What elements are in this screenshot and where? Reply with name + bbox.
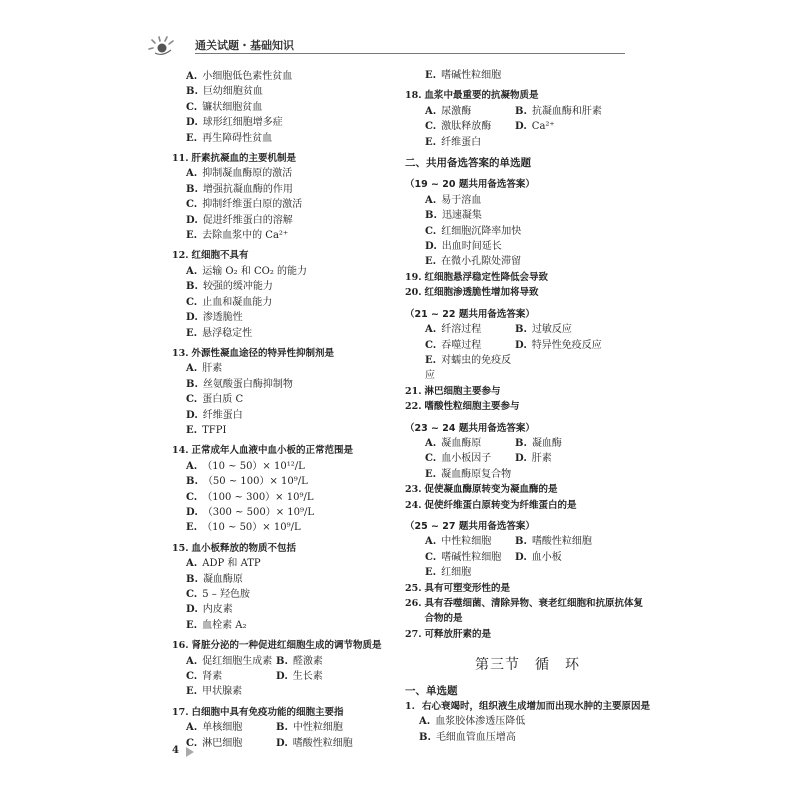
sunburst-logo-icon bbox=[145, 34, 179, 56]
option-letter: A. bbox=[425, 437, 437, 449]
option-text: 促红细胞生成素 bbox=[202, 655, 273, 667]
running-header bbox=[145, 34, 625, 58]
option-text: （300 ~ 500）× 10⁹/L bbox=[202, 506, 315, 518]
option-text: 抑制纤维蛋白原的激活 bbox=[202, 199, 303, 211]
option-text: TFPI bbox=[202, 424, 227, 436]
option-letter: E. bbox=[186, 230, 198, 242]
option-letter: A. bbox=[425, 536, 437, 548]
question-number: 15. bbox=[172, 542, 189, 554]
option bbox=[425, 550, 515, 565]
option bbox=[172, 602, 397, 617]
question-stem bbox=[405, 88, 650, 103]
option-text: 淋巴细胞 bbox=[202, 737, 243, 749]
option-text: 特异性免疫反应 bbox=[531, 339, 602, 351]
section-heading: 二、共用备选答案的单选题 bbox=[405, 157, 531, 170]
option-letter: B. bbox=[186, 281, 198, 293]
question-text: 外源性凝血途径的特异性抑制剂是 bbox=[191, 347, 335, 359]
option bbox=[405, 224, 650, 239]
option-text: 小细胞低色素性贫血 bbox=[202, 71, 293, 82]
question-stem bbox=[172, 638, 397, 653]
option-text: 凝血酶原复合物 bbox=[441, 468, 512, 480]
option-text: 醛激素 bbox=[292, 655, 323, 667]
option-text: 过敏反应 bbox=[531, 324, 572, 336]
option bbox=[405, 730, 650, 745]
option bbox=[515, 534, 650, 549]
option-letter: E. bbox=[425, 70, 437, 81]
question-text: 嗜酸性粒细胞主要参与 bbox=[424, 401, 520, 413]
option-text: 去除血浆中的 Ca²⁺ bbox=[202, 230, 289, 242]
option bbox=[425, 338, 515, 353]
option-letter: A. bbox=[186, 168, 198, 180]
option bbox=[276, 736, 397, 751]
option-letter: E. bbox=[186, 327, 198, 339]
option-text: 血浆胶体渗透压降低 bbox=[435, 716, 526, 728]
option-letter: D. bbox=[515, 453, 527, 465]
option-letter: B. bbox=[186, 378, 198, 390]
group-label: （23 ~ 24 题共用备选答案） bbox=[405, 422, 535, 434]
option-text: 球形红细胞增多症 bbox=[202, 117, 283, 129]
option bbox=[425, 565, 515, 580]
option-text: 红细胞沉降率加快 bbox=[441, 225, 522, 237]
option-grid bbox=[405, 436, 650, 482]
option bbox=[172, 84, 397, 99]
option-text: 凝血酶 bbox=[531, 437, 562, 449]
option bbox=[172, 520, 397, 535]
question-group-25-27 bbox=[405, 519, 650, 642]
option-letter: A. bbox=[419, 716, 431, 728]
option bbox=[172, 423, 397, 438]
running-header-title: 通关试题・基础知识 bbox=[195, 39, 294, 52]
right-column bbox=[405, 68, 650, 745]
option bbox=[425, 104, 515, 119]
option-text: 纤溶过程 bbox=[441, 324, 482, 336]
header-rule bbox=[195, 53, 625, 54]
question-number: 24. bbox=[405, 499, 422, 511]
option-letter: D. bbox=[186, 409, 198, 421]
option bbox=[405, 68, 650, 83]
option-letter: C. bbox=[425, 225, 437, 237]
question-text: 红细胞悬浮稳定性降低会导致 bbox=[424, 271, 549, 283]
option-text: 对蠕虫的免疫反应 bbox=[425, 354, 512, 382]
option-letter: C. bbox=[186, 199, 198, 211]
option-text: 凝血酶原 bbox=[202, 573, 243, 585]
option-text: 巨幼细胞贫血 bbox=[202, 86, 263, 98]
option bbox=[172, 213, 397, 228]
question-number: 16. bbox=[172, 640, 189, 652]
option-text: 较强的缓冲能力 bbox=[202, 281, 273, 293]
option bbox=[186, 684, 276, 699]
option-letter: B. bbox=[186, 86, 198, 98]
option-letter: C. bbox=[186, 394, 198, 406]
question-text: 具有可塑变形性的是 bbox=[424, 582, 511, 594]
option bbox=[515, 322, 650, 337]
question-stem bbox=[405, 596, 650, 627]
question-number: 18. bbox=[405, 90, 422, 102]
option bbox=[425, 451, 515, 466]
option bbox=[172, 459, 397, 474]
question-text: 血小板释放的物质不包括 bbox=[191, 542, 297, 554]
question-stem bbox=[172, 443, 397, 458]
option-text: 丝氨酸蛋白酶抑制物 bbox=[202, 378, 293, 390]
option-text: 红细胞 bbox=[441, 567, 472, 579]
question-stem bbox=[405, 581, 650, 596]
option-letter: A. bbox=[425, 324, 437, 336]
option bbox=[515, 550, 650, 565]
option-letter: A. bbox=[425, 105, 437, 117]
option bbox=[405, 193, 650, 208]
option bbox=[172, 69, 397, 84]
option-letter: E. bbox=[186, 424, 198, 436]
option-letter: B. bbox=[515, 536, 527, 548]
option-letter: E. bbox=[425, 354, 437, 366]
option-letter: A. bbox=[186, 71, 198, 82]
section-heading: 一、单选题 bbox=[405, 684, 458, 697]
option-text: 在微小孔隙处滞留 bbox=[441, 256, 522, 268]
option-letter: A. bbox=[186, 655, 198, 667]
option-text: 吞噬过程 bbox=[441, 339, 482, 351]
question-11 bbox=[172, 151, 397, 243]
option bbox=[515, 451, 650, 466]
option bbox=[405, 254, 650, 269]
option-letter: B. bbox=[515, 105, 527, 117]
option bbox=[425, 322, 515, 337]
option-text: （100 ~ 300）× 10⁹/L bbox=[202, 491, 314, 503]
option bbox=[515, 119, 650, 134]
question-text: 右心衰竭时，组织液生成增加而出现水肿的主要原因是 bbox=[422, 701, 651, 713]
question-number: 26. bbox=[405, 598, 422, 609]
option bbox=[172, 490, 397, 505]
option-letter: C. bbox=[186, 671, 198, 683]
question-text: 血浆中最重要的抗凝物质是 bbox=[424, 90, 539, 102]
option-text: （10 ~ 50）× 10⁹/L bbox=[202, 522, 301, 534]
option-text: 易于溶血 bbox=[441, 194, 482, 206]
question-group-21-22 bbox=[405, 307, 650, 415]
question-stem bbox=[405, 384, 650, 399]
question-text: 肾脏分泌的一种促进红细胞生成的调节物质是 bbox=[191, 640, 382, 652]
question-number: 13. bbox=[172, 347, 189, 359]
option-letter: E. bbox=[425, 567, 437, 579]
option-text: 抗凝血酶和肝素 bbox=[531, 105, 602, 117]
option bbox=[172, 264, 397, 279]
option-text: 嗜碱性粒细胞 bbox=[441, 70, 502, 81]
question-number: 19. bbox=[405, 271, 422, 283]
option-letter: C. bbox=[425, 453, 437, 465]
option-letter: C. bbox=[186, 737, 198, 749]
option-letter: B. bbox=[276, 722, 288, 734]
option bbox=[172, 505, 397, 520]
option-text: 5 – 羟色胺 bbox=[202, 589, 250, 600]
option-text: 血栓素 A₂ bbox=[202, 619, 247, 631]
question-text: 促使纤维蛋白原转变为纤维蛋白的是 bbox=[424, 499, 577, 511]
option-text: 肝素 bbox=[531, 453, 552, 465]
question-group-19-20 bbox=[405, 177, 650, 300]
option-text: 嗜酸性粒细胞 bbox=[292, 737, 353, 749]
option bbox=[172, 556, 397, 571]
question-number: 20. bbox=[405, 287, 422, 299]
question-text: 正常成年人血液中血小板的正常范围是 bbox=[191, 445, 354, 457]
option-grid bbox=[405, 534, 650, 580]
question-number: 17. bbox=[172, 706, 189, 718]
question-13 bbox=[172, 346, 397, 438]
question-text: 淋巴细胞主要参与 bbox=[424, 385, 501, 397]
option bbox=[425, 467, 515, 482]
option-grid bbox=[172, 720, 397, 751]
page-number: 4 bbox=[172, 745, 179, 756]
option bbox=[172, 295, 397, 310]
option bbox=[425, 534, 515, 549]
option-grid bbox=[405, 104, 650, 150]
option-letter: B. bbox=[186, 573, 198, 585]
question-10-options bbox=[172, 69, 397, 146]
option-text: 纤维蛋白 bbox=[441, 136, 482, 148]
option-grid bbox=[172, 654, 397, 700]
option-text: （50 ~ 100）× 10⁹/L bbox=[202, 476, 308, 488]
option-letter: C. bbox=[186, 589, 198, 600]
option-text: 悬浮稳定性 bbox=[202, 327, 253, 339]
option-letter: E. bbox=[186, 132, 198, 144]
option-letter: E. bbox=[186, 686, 198, 698]
question-text: 具有吞噬细菌、清除异物、衰老红细胞和抗原抗体复合物的是 bbox=[424, 598, 644, 625]
option bbox=[425, 353, 515, 384]
question-stem bbox=[405, 498, 650, 513]
option-letter: C. bbox=[186, 296, 198, 308]
option-letter: E. bbox=[425, 136, 437, 148]
question-number: 1. bbox=[405, 701, 415, 713]
option-text: 毛细血管血压增高 bbox=[435, 731, 516, 743]
option-text: 尿激酶 bbox=[441, 105, 472, 117]
question-text: 白细胞中具有免疫功能的细胞主要指 bbox=[191, 706, 344, 718]
option bbox=[172, 392, 397, 407]
question-14 bbox=[172, 443, 397, 535]
option bbox=[186, 654, 276, 669]
question-1 bbox=[405, 699, 650, 745]
option-text: 凝血酶原 bbox=[441, 437, 482, 449]
option bbox=[186, 720, 276, 735]
option-letter: E. bbox=[425, 468, 437, 480]
question-15 bbox=[172, 541, 397, 633]
question-text: 可释放肝素的是 bbox=[424, 628, 492, 640]
question-16 bbox=[172, 638, 397, 700]
option bbox=[186, 736, 276, 751]
option bbox=[172, 166, 397, 181]
question-number: 22. bbox=[405, 401, 422, 413]
option bbox=[276, 669, 397, 684]
option-text: 血小板因子 bbox=[441, 453, 492, 465]
question-stem bbox=[405, 627, 650, 642]
question-stem bbox=[172, 541, 397, 556]
question-number: 14. bbox=[172, 445, 189, 457]
group-label: （19 ~ 20 题共用备选答案） bbox=[405, 179, 535, 191]
question-number: 12. bbox=[172, 250, 189, 262]
option bbox=[172, 618, 397, 633]
option-letter: E. bbox=[186, 619, 198, 631]
option bbox=[172, 474, 397, 489]
option-letter: C. bbox=[425, 551, 437, 563]
question-text: 红细胞渗透脆性增加将导致 bbox=[424, 287, 539, 299]
option-text: 蛋白质 C bbox=[202, 394, 244, 406]
option-text: 镰状细胞贫血 bbox=[202, 101, 263, 113]
option-text: 渗透脆性 bbox=[202, 312, 243, 324]
option bbox=[172, 100, 397, 115]
option-letter: B. bbox=[186, 183, 198, 195]
option-text: 肝素 bbox=[202, 363, 223, 375]
group-label: （21 ~ 22 题共用备选答案） bbox=[405, 308, 535, 320]
option bbox=[405, 714, 650, 729]
question-text: 肝素抗凝血的主要机制是 bbox=[191, 153, 297, 165]
option bbox=[172, 572, 397, 587]
option bbox=[515, 338, 650, 353]
option-text: 内皮素 bbox=[202, 604, 233, 616]
option-letter: A. bbox=[186, 558, 198, 570]
option bbox=[405, 239, 650, 254]
option-text: （10 ~ 50）× 10¹²/L bbox=[202, 460, 305, 472]
left-column bbox=[172, 69, 397, 751]
question-17 bbox=[172, 705, 397, 751]
question-group-23-24 bbox=[405, 421, 650, 513]
option-text: 增强抗凝血酶的作用 bbox=[202, 183, 293, 195]
option-letter: B. bbox=[419, 731, 431, 743]
option-grid bbox=[405, 322, 650, 384]
option bbox=[172, 377, 397, 392]
option-letter: D. bbox=[515, 121, 527, 133]
option-letter: D. bbox=[515, 339, 527, 351]
option-letter: B. bbox=[276, 655, 288, 667]
option-text: 嗜碱性粒细胞 bbox=[441, 551, 502, 563]
option bbox=[172, 310, 397, 325]
option-letter: D. bbox=[276, 737, 288, 749]
group-label: （25 ~ 27 题共用备选答案） bbox=[405, 520, 535, 532]
option-letter: C. bbox=[186, 491, 198, 503]
question-stem bbox=[172, 248, 397, 263]
option-letter: E. bbox=[425, 256, 437, 268]
question-stem bbox=[405, 399, 650, 414]
option-letter: C. bbox=[425, 121, 437, 133]
option-text: 甲状腺素 bbox=[202, 686, 243, 698]
question-12 bbox=[172, 248, 397, 340]
option bbox=[276, 654, 397, 669]
option bbox=[425, 135, 515, 150]
option bbox=[172, 197, 397, 212]
option-letter: B. bbox=[186, 476, 198, 488]
option-letter: E. bbox=[186, 522, 198, 534]
question-stem bbox=[172, 705, 397, 720]
question-number: 21. bbox=[405, 385, 422, 397]
option-text: 运输 O₂ 和 CO₂ 的能力 bbox=[202, 265, 308, 277]
option-text: 抑制凝血酶原的激活 bbox=[202, 168, 293, 180]
option-letter: A. bbox=[186, 265, 198, 277]
option-text: 纤维蛋白 bbox=[202, 409, 243, 421]
option-letter: D. bbox=[186, 312, 198, 324]
option-letter: D. bbox=[425, 241, 437, 253]
option bbox=[405, 208, 650, 223]
page-arrow-icon bbox=[186, 747, 194, 757]
option-text: 单核细胞 bbox=[202, 722, 243, 734]
option-letter: B. bbox=[515, 437, 527, 449]
question-text: 促使凝血酶原转变为凝血酶的是 bbox=[424, 484, 558, 496]
option-text: 止血和凝血能力 bbox=[202, 296, 273, 308]
option-text: 迅速凝集 bbox=[441, 210, 482, 222]
option-text: 中性粒细胞 bbox=[441, 536, 492, 548]
option-text: 肾素 bbox=[202, 671, 223, 683]
question-stem bbox=[405, 285, 650, 300]
option bbox=[172, 228, 397, 243]
option bbox=[515, 436, 650, 451]
question-stem bbox=[405, 699, 650, 714]
question-stem bbox=[405, 270, 650, 285]
question-number: 27. bbox=[405, 628, 422, 640]
option-letter: D. bbox=[186, 604, 198, 616]
option-letter: D. bbox=[515, 551, 527, 563]
option-text: ADP 和 ATP bbox=[202, 558, 261, 570]
option-letter: D. bbox=[276, 671, 288, 683]
option bbox=[172, 131, 397, 146]
option-letter: D. bbox=[186, 117, 198, 129]
question-text: 红细胞不具有 bbox=[191, 250, 249, 262]
option bbox=[172, 587, 397, 602]
option bbox=[276, 720, 397, 735]
option bbox=[186, 669, 276, 684]
option bbox=[425, 436, 515, 451]
option bbox=[172, 182, 397, 197]
option bbox=[172, 326, 397, 341]
option-text: 再生障碍性贫血 bbox=[202, 132, 273, 144]
option bbox=[172, 279, 397, 294]
option-letter: A. bbox=[186, 722, 198, 734]
option-letter: C. bbox=[186, 101, 198, 113]
question-number: 25. bbox=[405, 582, 422, 594]
question-stem bbox=[172, 346, 397, 361]
question-number: 11. bbox=[172, 153, 189, 165]
option-text: 血小板 bbox=[531, 551, 562, 563]
option-text: 出血时间延长 bbox=[441, 241, 502, 253]
option-letter: C. bbox=[425, 339, 437, 351]
option bbox=[425, 119, 515, 134]
question-number: 23. bbox=[405, 484, 422, 496]
option-letter: D. bbox=[186, 506, 198, 518]
option-text: Ca²⁺ bbox=[531, 121, 555, 133]
question-stem bbox=[172, 151, 397, 166]
chapter-title: 第三节 循 环 bbox=[475, 657, 580, 674]
question-18 bbox=[405, 88, 650, 150]
option bbox=[515, 104, 650, 119]
option-letter: A. bbox=[425, 194, 437, 206]
option-text: 促进纤维蛋白的溶解 bbox=[202, 214, 293, 226]
option-letter: A. bbox=[186, 363, 198, 375]
option bbox=[172, 115, 397, 130]
option-letter: B. bbox=[515, 324, 527, 336]
option bbox=[172, 361, 397, 376]
option-text: 生长素 bbox=[292, 671, 323, 683]
option-letter: B. bbox=[425, 210, 437, 222]
option bbox=[172, 408, 397, 423]
option-text: 嗜酸性粒细胞 bbox=[531, 536, 592, 548]
option-text: 中性粒细胞 bbox=[292, 722, 343, 734]
option-letter: A. bbox=[186, 460, 198, 472]
question-stem bbox=[405, 482, 650, 497]
option-letter: D. bbox=[186, 214, 198, 226]
option-text: 激肽释放酶 bbox=[441, 121, 492, 133]
